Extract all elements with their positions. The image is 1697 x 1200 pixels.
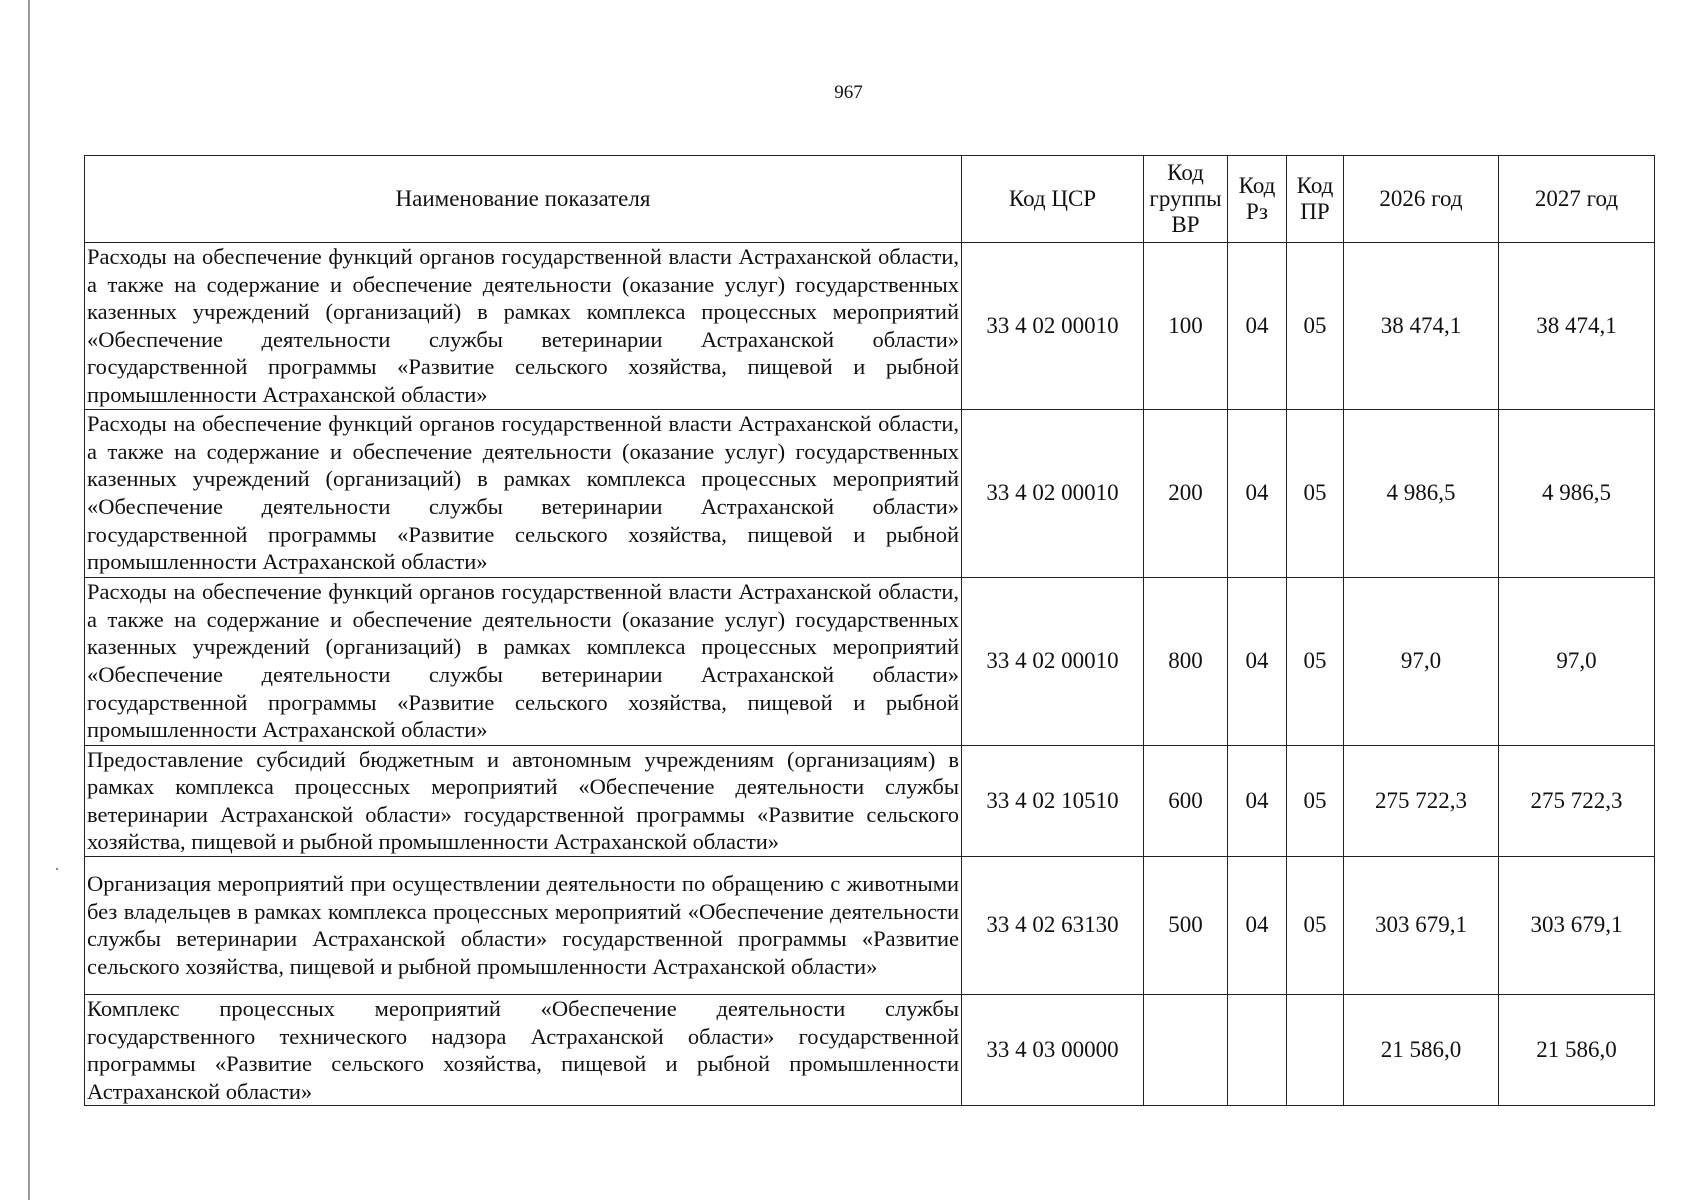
- row-rz: [1228, 994, 1287, 1105]
- row-csr: 33 4 02 00010: [962, 243, 1144, 410]
- row-name: Комплекс процессных мероприятий «Обеспечение деятельности службы государственного технического надзора Астраханской области» государственной программы «Развитие сельского хозяйства, пищевой и рыбной промышленности Астраханской области»: [85, 994, 962, 1105]
- row-2026: 4 986,5: [1344, 409, 1499, 577]
- header-name: Наименование показателя: [85, 156, 962, 243]
- row-pr: 05: [1287, 577, 1344, 745]
- row-pr: 05: [1287, 856, 1344, 994]
- row-2027: 275 722,3: [1499, 745, 1655, 856]
- scan-margin-line: [28, 0, 30, 1200]
- row-csr: 33 4 02 63130: [962, 856, 1144, 994]
- table-row: [85, 577, 1655, 745]
- row-pr: 05: [1287, 745, 1344, 856]
- row-rz: 04: [1228, 577, 1287, 745]
- row-name: Предоставление субсидий бюджетным и автономным учреждениям (организациям) в рамках комплекса процессных мероприятий «Обеспечение деятельности службы ветеринарии Астраханской области» государственной программы «Развитие сельского хозяйства, пищевой и рыбной промышленности Астраханской области»: [85, 745, 962, 856]
- row-vr: 600: [1144, 745, 1228, 856]
- row-pr: 05: [1287, 409, 1344, 577]
- row-pr: 05: [1287, 243, 1344, 410]
- row-2027: 97,0: [1499, 577, 1655, 745]
- header-rz: Код Рз: [1228, 156, 1287, 243]
- row-pr: [1287, 994, 1344, 1105]
- row-rz: 04: [1228, 409, 1287, 577]
- row-2027: 303 679,1: [1499, 856, 1655, 994]
- header-2026: 2026 год: [1344, 156, 1499, 243]
- table-row: [85, 994, 1655, 1105]
- row-rz: 04: [1228, 856, 1287, 994]
- scan-speck: [56, 868, 58, 870]
- row-vr: 200: [1144, 409, 1228, 577]
- row-name: Расходы на обеспечение функций органов государственной власти Астраханской области, а также на содержание и обеспечение деятельности (оказание услуг) государственных казенных учреждений (организаций) в рамках комплекса процессных мероприятий «Обеспечение деятельности службы ветеринарии Астраханской области» государственной программы «Развитие сельского хозяйства, пищевой и рыбной промышленности Астраханской области»: [85, 577, 962, 745]
- row-vr: [1144, 994, 1228, 1105]
- row-2026: 97,0: [1344, 577, 1499, 745]
- header-csr: Код ЦСР: [962, 156, 1144, 243]
- header-pr: Код ПР: [1287, 156, 1344, 243]
- row-rz: 04: [1228, 745, 1287, 856]
- row-vr: 800: [1144, 577, 1228, 745]
- budget-table: [84, 155, 1655, 1106]
- row-2026: 21 586,0: [1344, 994, 1499, 1105]
- header-2027: 2027 год: [1499, 156, 1655, 243]
- page-number: 967: [834, 82, 863, 103]
- row-2026: 38 474,1: [1344, 243, 1499, 410]
- row-vr: 500: [1144, 856, 1228, 994]
- row-rz: 04: [1228, 243, 1287, 410]
- table-row: [85, 409, 1655, 577]
- row-vr: 100: [1144, 243, 1228, 410]
- row-name: Расходы на обеспечение функций органов государственной власти Астраханской области, а также на содержание и обеспечение деятельности (оказание услуг) государственных казенных учреждений (организаций) в рамках комплекса процессных мероприятий «Обеспечение деятельности службы ветеринарии Астраханской области» государственной программы «Развитие сельского хозяйства, пищевой и рыбной промышленности Астраханской области»: [85, 409, 962, 577]
- table-row: [85, 856, 1655, 994]
- table-row: [85, 243, 1655, 410]
- row-csr: 33 4 02 00010: [962, 409, 1144, 577]
- row-csr: 33 4 02 00010: [962, 577, 1144, 745]
- row-2027: 21 586,0: [1499, 994, 1655, 1105]
- row-2026: 275 722,3: [1344, 745, 1499, 856]
- table-header-row: [85, 156, 1655, 243]
- row-name: Расходы на обеспечение функций органов государственной власти Астраханской области, а также на содержание и обеспечение деятельности (оказание услуг) государственных казенных учреждений (организаций) в рамках комплекса процессных мероприятий «Обеспечение деятельности службы ветеринарии Астраханской области» государственной программы «Развитие сельского хозяйства, пищевой и рыбной промышленности Астраханской области»: [85, 243, 962, 410]
- table-row: [85, 745, 1655, 856]
- row-name: Организация мероприятий при осуществлении деятельности по обращению с животными без владельцев в рамках комплекса процессных мероприятий «Обеспечение деятельности службы ветеринарии Астраханской области» государственной программы «Развитие сельского хозяйства, пищевой и рыбной промышленности Астраханской области»: [85, 856, 962, 994]
- row-csr: 33 4 02 10510: [962, 745, 1144, 856]
- row-2026: 303 679,1: [1344, 856, 1499, 994]
- row-2027: 4 986,5: [1499, 409, 1655, 577]
- header-vr: Код группы ВР: [1144, 156, 1228, 243]
- row-csr: 33 4 03 00000: [962, 994, 1144, 1105]
- row-2027: 38 474,1: [1499, 243, 1655, 410]
